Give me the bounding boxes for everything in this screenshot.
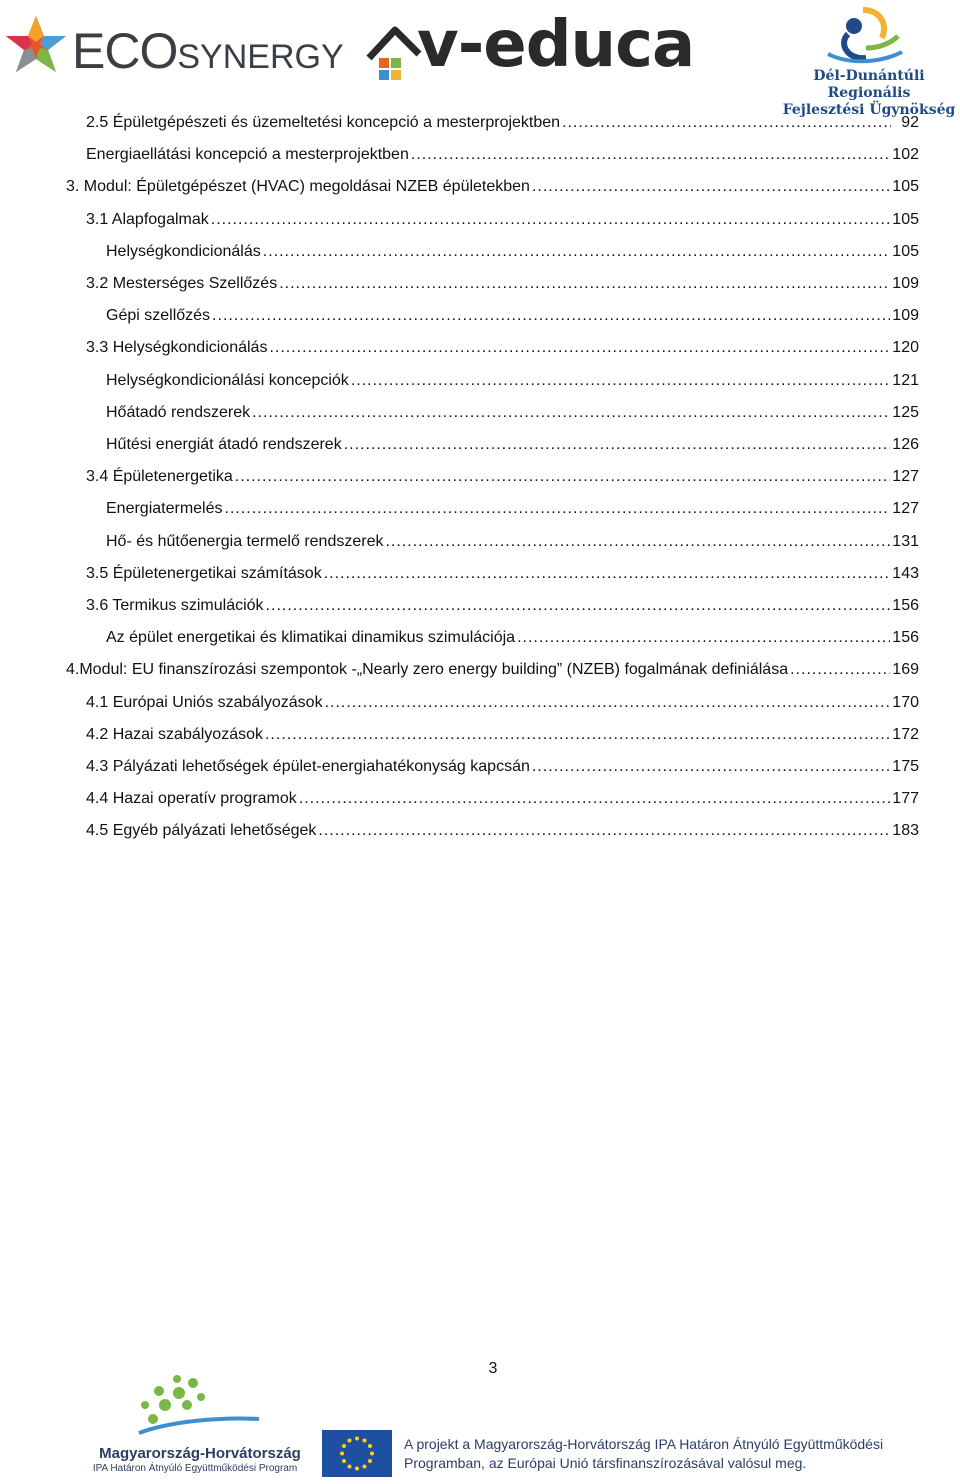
toc-entry[interactable]	[66, 661, 919, 691]
toc-entry[interactable]	[86, 726, 919, 756]
toc-leader-dots	[318, 822, 890, 840]
toc-entry-page: 131	[892, 532, 919, 550]
eu-star	[348, 1464, 352, 1468]
toc-entry-title: 4.Modul: EU finanszírozási szempontok -„Nearly zero energy building” (NZEB) fogalmának definiálása	[66, 661, 789, 679]
toc-entry[interactable]	[106, 372, 919, 402]
eu-star	[370, 1452, 374, 1456]
toc-entry[interactable]	[106, 436, 919, 466]
toc-leader-dots	[263, 243, 891, 261]
dots-arc-logo-icon	[131, 1375, 261, 1435]
toc-entry-page: 120	[892, 339, 919, 357]
toc-entry-page: 172	[892, 725, 919, 743]
toc-entry[interactable]	[106, 307, 919, 337]
toc-entry-title: 3.1 Alapfogalmak	[86, 210, 209, 228]
funding-statement-line1: A projekt a Magyarország-Horvátország IPA Határon Átnyúló Együttműködési	[404, 1436, 884, 1452]
toc-entry[interactable]	[106, 533, 919, 563]
toc-entry[interactable]	[86, 339, 919, 369]
toc-leader-dots	[790, 661, 890, 679]
toc-entry[interactable]	[86, 468, 919, 498]
eu-star	[340, 1452, 344, 1456]
toc-entry[interactable]	[86, 790, 919, 820]
toc-entry-title: Energiatermelés	[106, 500, 223, 518]
toc-entry-page: 169	[892, 661, 919, 679]
toc-entry-title: Helységkondicionálás	[106, 242, 261, 260]
toc-leader-dots	[325, 694, 891, 712]
eu-star	[363, 1439, 367, 1443]
toc-leader-dots	[532, 178, 890, 196]
toc-entry-page: 92	[901, 114, 919, 131]
toc-entry-title: 3. Modul: Épületgépészet (HVAC) megoldásai NZEB épületekben	[66, 178, 530, 196]
toc-leader-dots	[517, 629, 890, 647]
ddrfu-emblem-icon	[818, 4, 908, 68]
toc-entry[interactable]	[106, 404, 919, 434]
toc-entry-title: 4.1 Európai Uniós szabályozások	[86, 693, 323, 711]
toc-leader-dots	[351, 372, 890, 390]
toc-leader-dots	[344, 436, 891, 454]
toc-entry-title: 3.4 Épületenergetika	[86, 468, 233, 486]
toc-entry-title: Hő- és hűtőenergia termelő rendszerek	[106, 532, 384, 550]
hu-hr-subtitle: IPA Határon Átnyúló Együttműködési Program	[92, 1463, 298, 1474]
page-footer	[0, 1375, 960, 1484]
toc-entry-title: Hőátadó rendszerek	[106, 403, 251, 421]
toc-leader-dots	[269, 339, 890, 357]
toc-entry-page: 105	[892, 178, 919, 196]
ddrfu-line1: Dél-Dunántúli Regionális	[813, 68, 925, 101]
toc-entry[interactable]	[106, 629, 919, 659]
toc-leader-dots	[532, 758, 890, 776]
page-number: 3	[488, 1360, 498, 1377]
toc-entry[interactable]	[86, 694, 919, 724]
toc-entry-page: 156	[892, 629, 919, 647]
toc-leader-dots	[385, 533, 890, 551]
funding-statement	[404, 1435, 924, 1473]
eu-star	[355, 1437, 359, 1441]
toc-entry-title: 4.3 Pályázati lehetőségek épület-energiahatékonyság kapcsán	[86, 758, 530, 775]
toc-entry-title: Az épület energetikai és klimatikai dinamikus szimulációja	[106, 629, 516, 647]
eu-star	[348, 1439, 352, 1443]
toc-entry-page: 175	[892, 758, 919, 775]
toc-entry-title: Gépi szellőzés	[106, 307, 211, 325]
toc-entry-page: 109	[892, 275, 919, 292]
toc-entry-title: Energiaellátási koncepció a mesterprojektben	[86, 146, 409, 164]
toc-entry-page: 127	[892, 468, 919, 486]
toc-entry-page: 127	[892, 500, 919, 518]
toc-leader-dots	[235, 468, 891, 486]
toc-leader-dots	[212, 307, 890, 325]
toc-entry-page: 105	[892, 210, 919, 228]
toc-entry[interactable]	[86, 597, 919, 627]
toc-entry-title: 3.2 Mesterséges Szellőzés	[86, 275, 278, 292]
toc-entry-page: 109	[892, 307, 919, 325]
toc-entry-title: 4.2 Hazai szabályozások	[86, 725, 263, 743]
toc-entry[interactable]	[106, 500, 919, 530]
house-check-logo-icon	[365, 18, 425, 82]
toc-entry-title: Hűtési energiát átadó rendszerek	[106, 436, 342, 453]
toc-entry-title: 2.5 Épületgépészeti és üzemeltetési koncepció a mesterprojektben	[86, 114, 561, 131]
toc-entry-page: 177	[892, 790, 919, 808]
toc-entry-page: 126	[892, 436, 919, 453]
ddrfu-line2: Fejlesztési Ügynökség	[782, 102, 956, 118]
hu-hr-title: Magyarország-Horvátország	[99, 1445, 301, 1462]
veduca-logo	[365, 10, 725, 90]
ddrfu-logo	[780, 0, 960, 118]
toc-leader-dots	[225, 500, 891, 518]
toc-leader-dots	[266, 597, 891, 615]
toc-entry[interactable]	[86, 822, 919, 852]
veduca-wordmark: v-educa	[417, 8, 695, 82]
funding-statement-line2: Programban, az Európai Unió társfinanszírozásával valósul meg.	[404, 1455, 807, 1471]
ecosynergy-logo	[4, 10, 344, 85]
toc-entry-title: 3.3 Helységkondicionálás	[86, 339, 268, 357]
eu-star	[368, 1444, 372, 1448]
toc-leader-dots	[252, 404, 890, 422]
toc-leader-dots	[324, 565, 891, 583]
toc-leader-dots	[562, 114, 891, 132]
eu-star	[342, 1459, 346, 1463]
toc-entry[interactable]	[66, 178, 919, 208]
toc-leader-dots	[279, 275, 890, 293]
toc-entry-page: 125	[892, 403, 919, 421]
eu-star	[363, 1464, 367, 1468]
toc-entry-page: 156	[892, 597, 919, 614]
page-header	[0, 0, 960, 118]
toc-entry-title: 4.5 Egyéb pályázati lehetőségek	[86, 822, 317, 840]
ddrfu-wordmark	[780, 68, 958, 119]
toc-leader-dots	[211, 211, 891, 229]
toc-leader-dots	[411, 146, 890, 164]
eu-star	[355, 1467, 359, 1471]
toc-entry-title: 3.5 Épületenergetikai számítások	[86, 564, 322, 582]
toc-entry-page: 121	[892, 371, 919, 389]
ecosynergy-wordmark: ECOSYNERGY	[72, 23, 344, 79]
toc-entry[interactable]	[86, 275, 919, 305]
toc-entry[interactable]	[86, 565, 919, 595]
eu-star	[342, 1444, 346, 1448]
eu-star	[368, 1459, 372, 1463]
toc-entry-page: 105	[892, 242, 919, 260]
toc-entry[interactable]	[86, 758, 919, 788]
toc-leader-dots	[265, 726, 890, 744]
toc-entry[interactable]	[86, 146, 919, 176]
toc-entry-page: 143	[892, 564, 919, 582]
toc-entry-page: 170	[892, 693, 919, 711]
toc-entry[interactable]	[106, 243, 919, 273]
star-puzzle-logo-icon	[4, 14, 68, 78]
toc-entry-page: 102	[892, 146, 919, 164]
toc-entry[interactable]	[86, 211, 919, 241]
toc-entry[interactable]	[86, 114, 919, 144]
toc-leader-dots	[299, 790, 891, 808]
toc-entry-page: 183	[892, 822, 919, 840]
toc-entry-title: 3.6 Termikus szimulációk	[86, 597, 264, 614]
hu-hr-program-logo	[85, 1375, 305, 1479]
toc-entry-title: 4.4 Hazai operatív programok	[86, 790, 297, 808]
eu-flag-icon	[322, 1430, 392, 1477]
toc-entry-title: Helységkondicionálási koncepciók	[106, 371, 349, 389]
